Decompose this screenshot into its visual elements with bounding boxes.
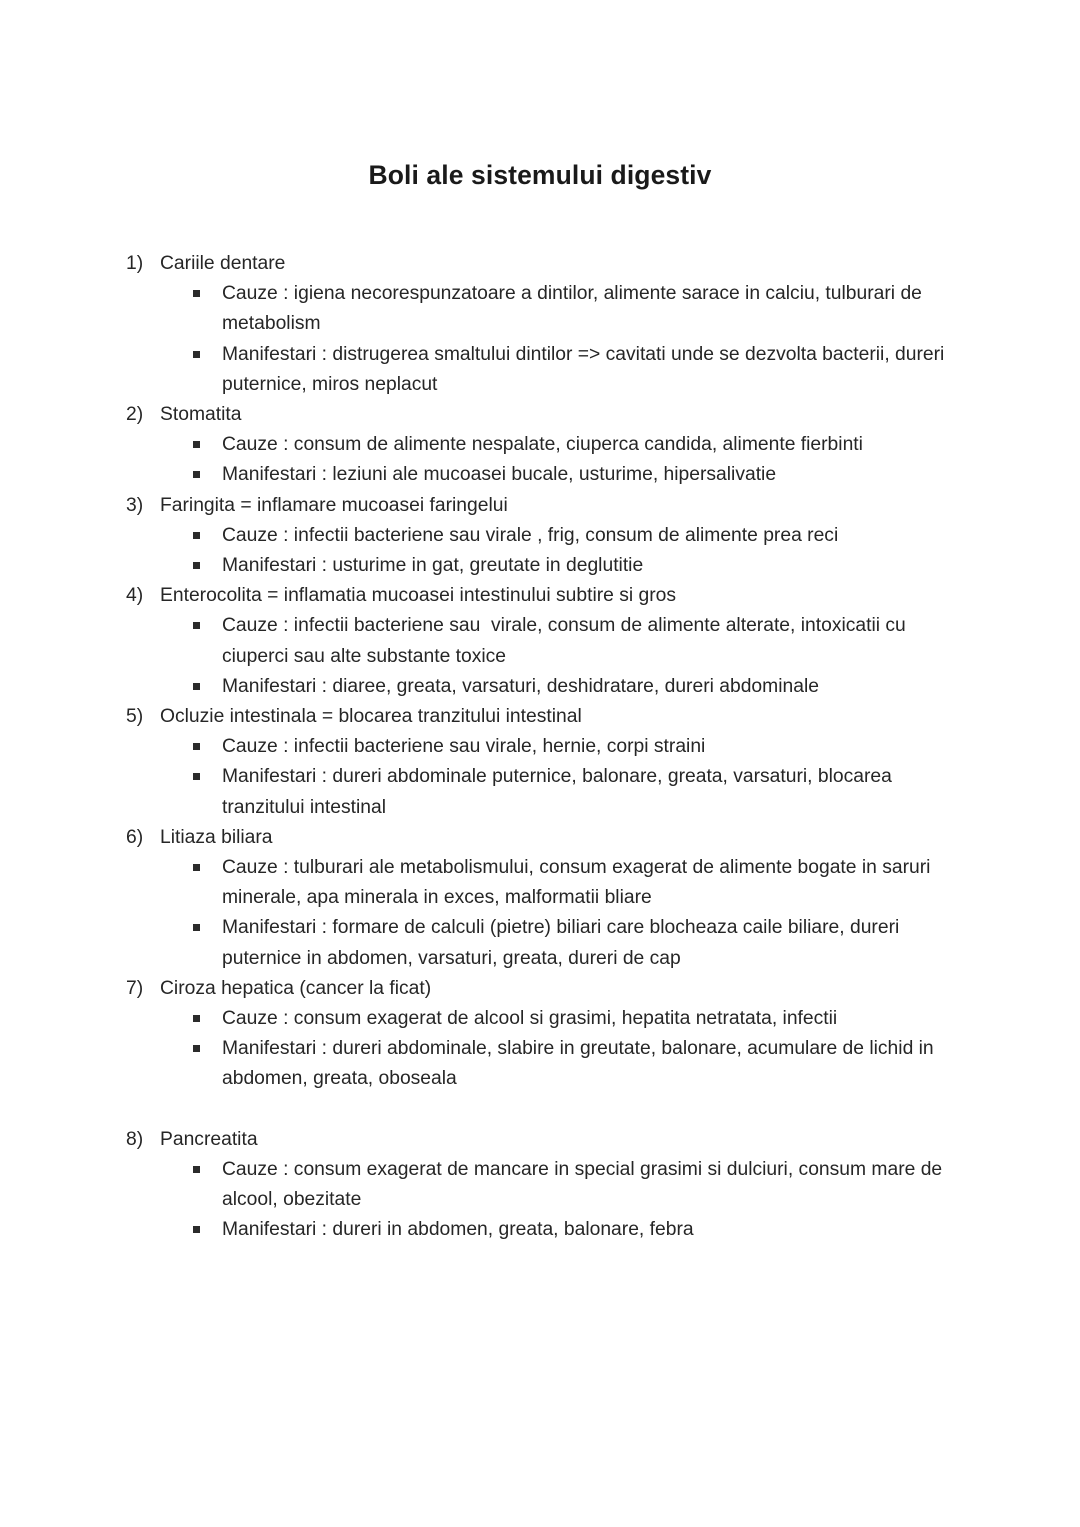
list-item-heading (0, 974, 1080, 1004)
list-item-label: Ocluzie intestinala = blocarea tranzitului intestinal (160, 705, 582, 727)
list-item (0, 974, 1080, 1095)
square-bullet-icon (193, 279, 203, 309)
sub-list-item (0, 1215, 1080, 1245)
square-bullet-icon (193, 913, 203, 943)
square-bullet-icon (193, 551, 203, 581)
sub-list-item-text: Cauze : infectii bacteriene sau virale , frig, consum de alimente prea reci (222, 524, 839, 546)
sub-list-item-text: Manifestari : distrugerea smaltului dintilor => cavitati unde se dezvolta bacterii, dureri puternice, miros neplacut (222, 343, 950, 395)
sub-list-item (0, 672, 1080, 702)
list-item-label: Pancreatita (160, 1128, 258, 1150)
list-item-label: Litiaza biliara (160, 826, 273, 848)
square-bullet-icon (193, 672, 203, 702)
list-item-label: Faringita = inflamare mucoasei faringelui (160, 494, 508, 516)
list-item-heading (0, 581, 1080, 611)
sub-list-item (0, 913, 1080, 973)
list-item-number: 6) (126, 826, 144, 848)
sub-list-item-text: Cauze : consum exagerat de mancare in special grasimi si dulciuri, consum mare de alcool, obezitate (222, 1158, 948, 1211)
list-item-heading (0, 1125, 1080, 1155)
square-bullet-icon (193, 430, 203, 460)
sub-list-item-text: Manifestari : leziuni ale mucoasei bucale, usturime, hipersalivatie (222, 464, 777, 486)
square-bullet-icon (193, 1034, 203, 1064)
sub-list-item (0, 1034, 1080, 1094)
list-item-label: Ciroza hepatica (cancer la ficat) (160, 977, 432, 999)
sub-list-item-text: Cauze : consum exagerat de alcool si grasimi, hepatita netratata, infectii (222, 1007, 838, 1029)
list-item (0, 702, 1080, 823)
sub-list-item (0, 1155, 1080, 1215)
sub-list-item (0, 460, 1080, 490)
square-bullet-icon (193, 611, 203, 641)
sub-list-item (0, 853, 1080, 913)
list-item-label: Cariile dentare (160, 253, 286, 274)
sub-list-item-text: Manifestari : dureri abdominale puternice, balonare, greata, varsaturi, blocarea tranzitului intestinal (222, 766, 898, 818)
list-item-heading (0, 702, 1080, 732)
sub-list-item-text: Cauze : igiena necorespunzatoare a dintilor, alimente sarace in calciu, tulburari de metabolism (222, 283, 928, 335)
square-bullet-icon (193, 340, 203, 370)
list-item-number: 5) (126, 705, 144, 727)
sub-list-item-text: Cauze : consum de alimente nespalate, ciuperca candida, alimente fierbinti (222, 434, 863, 456)
square-bullet-icon (193, 1215, 203, 1245)
sub-list-item (0, 611, 1080, 671)
list-item (0, 1125, 1080, 1246)
sub-list-item-text: Cauze : tulburari ale metabolismului, consum exagerat de alimente bogate in saruri minerale, apa minerala in exces, malformatii bliare (222, 856, 936, 909)
sub-list-item (0, 762, 1080, 822)
sub-list-item (0, 1004, 1080, 1034)
square-bullet-icon (193, 521, 203, 551)
list-item-number: 3) (126, 494, 144, 516)
list-item-number: 8) (126, 1128, 144, 1150)
square-bullet-icon (193, 1155, 203, 1185)
square-bullet-icon (193, 1004, 203, 1034)
sub-list-item (0, 551, 1080, 581)
sub-list-item-text: Manifestari : dureri in abdomen, greata, balonare, febra (222, 1219, 694, 1241)
list-item (0, 400, 1080, 491)
sub-list-item (0, 430, 1080, 460)
sub-list-item (0, 340, 1080, 400)
list-item-number: 2) (126, 404, 144, 425)
sub-list-item-text: Manifestari : diaree, greata, varsaturi, deshidratare, dureri abdominale (222, 675, 819, 697)
list-item-label: Enterocolita = inflamatia mucoasei intestinului subtire si gros (160, 585, 677, 607)
list-item-number: 4) (126, 585, 144, 607)
sub-list-item (0, 732, 1080, 762)
sub-list-item (0, 521, 1080, 551)
sub-list-item-text: Manifestari : dureri abdominale, slabire in greutate, balonare, acumulare de lichid in abdomen, greata, oboseala (222, 1038, 940, 1090)
square-bullet-icon (193, 460, 203, 490)
list-item-number: 7) (126, 977, 144, 999)
sub-list-item-text: Cauze : infectii bacteriene sau virale, hernie, corpi straini (222, 736, 706, 758)
list-item-heading (0, 249, 1080, 279)
list-item-label: Stomatita (160, 404, 242, 425)
list-item-number: 1) (126, 253, 144, 274)
page-title: Boli ale sistemului digestiv (368, 160, 712, 190)
paragraph-spacer (0, 1095, 1080, 1125)
sub-list-item-text: Cauze : infectii bacteriene sau virale, consum de alimente alterate, intoxicatii cu ciuperci sau alte substante toxice (222, 615, 912, 667)
list-item-heading (0, 823, 1080, 853)
list-item (0, 581, 1080, 702)
square-bullet-icon (193, 853, 203, 883)
list-item-heading (0, 491, 1080, 521)
list-item (0, 249, 1080, 400)
list-item (0, 491, 1080, 582)
sub-list-item-text: Manifestari : usturime in gat, greutate in deglutitie (222, 554, 644, 576)
square-bullet-icon (193, 732, 203, 762)
list-item (0, 823, 1080, 974)
document-body (0, 249, 1080, 1246)
sub-list-item-text: Manifestari : formare de calculi (pietre) biliari care blocheaza caile biliare, dureri puternice in abdomen, varsaturi, greata, dureri de cap (222, 917, 905, 969)
sub-list-item (0, 279, 1080, 339)
list-item-heading (0, 400, 1080, 430)
square-bullet-icon (193, 762, 203, 792)
